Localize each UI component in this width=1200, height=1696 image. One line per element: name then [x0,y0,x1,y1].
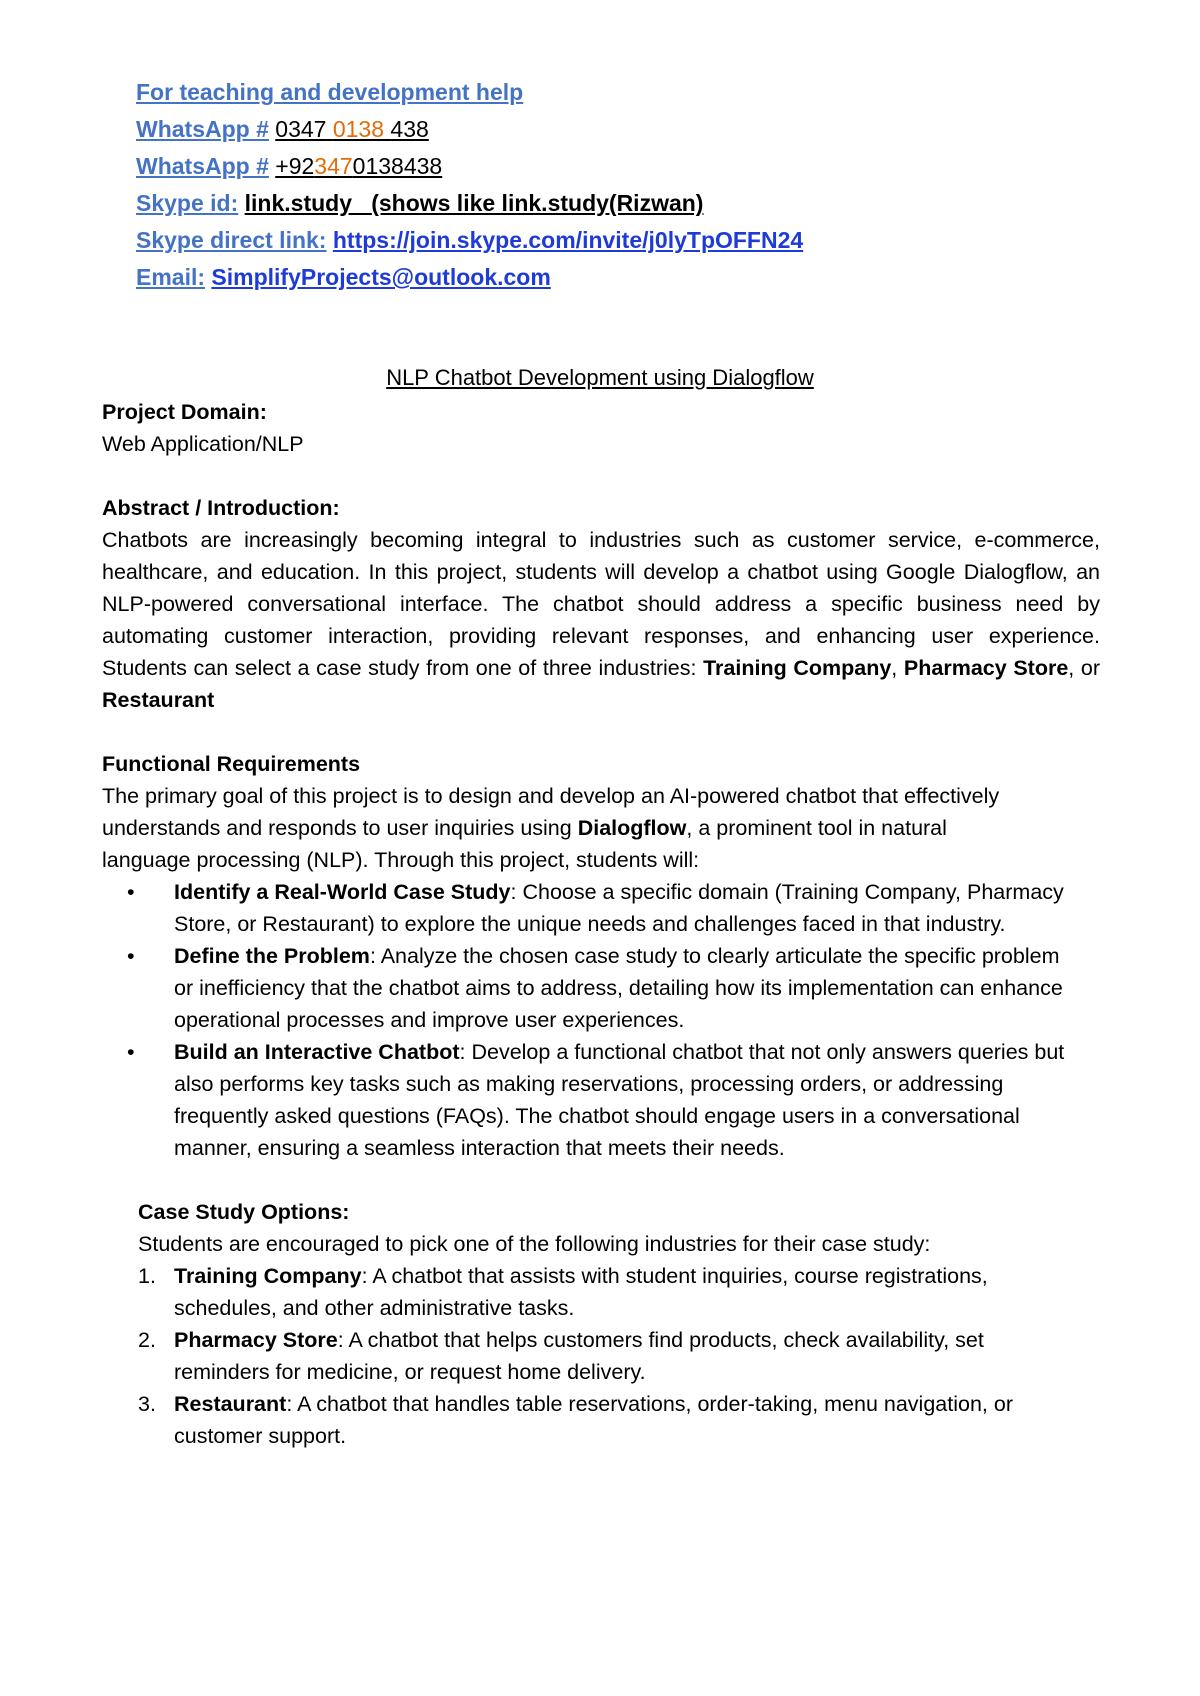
whatsapp-line-2 [136,148,803,185]
list-item: 3. Restaurant: A chatbot that handles table reservations, order-taking, menu navigation, or customer support. [138,1392,1013,1448]
skype-direct-label: Skype direct link: [136,227,327,253]
contact-block [136,74,803,296]
email-link[interactable]: SimplifyProjects@outlook.com [211,264,551,290]
list-item: • Define the Problem: Analyze the chosen case study to clearly articulate the specific problem or inefficiency that the chatbot aims to address, detailing how its implementation can enhance operational processes and improve user experiences. [102,940,1100,1036]
skype-label: Skype id: [136,190,239,216]
case-section [102,1196,1100,1452]
help-text: For teaching and development help [136,79,524,105]
functional-list [102,876,1100,1164]
whatsapp-number-2: +923470138438 [275,153,443,179]
whatsapp-label-2: WhatsApp # [136,153,269,179]
whatsapp-number-1: 0347 0138 438 [275,116,429,142]
email-line [136,259,803,296]
skype-direct-line [136,222,803,259]
functional-intro: The primary goal of this project is to design and develop an AI-powered chatbot that effectively understands and responds to user inquiries using Dialogflow, a prominent tool in natural language processing (NLP). Through this project, students will: [102,784,1000,872]
whatsapp-label-1: WhatsApp # [136,116,269,142]
list-item: • Build an Interactive Chatbot: Develop a functional chatbot that not only answers queries but also performs key tasks such as making reservations, processing orders, or addressing frequently asked questions (FAQs). The chatbot should engage users in a conversational manner, ensuring a seamless interaction that meets their needs. [102,1036,1100,1164]
abstract-paragraph: Chatbots are increasingly becoming integral to industries such as customer service, e-commerce, healthcare, and education. In this project, students will develop a chatbot using Google Dialogflow, an NLP-powered conversational interface. The chatbot should address a specific business need by automating customer interaction, providing relevant responses, and enhancing user experience. Students can select a case study from one of three industries: Training Company, Pharmacy Store, or Restaurant [102,528,1100,712]
abstract-heading: Abstract / Introduction: [102,496,340,520]
document-body [102,396,1100,1452]
case-heading: Case Study Options: [138,1200,350,1224]
domain-value: Web Application/NLP [102,432,304,456]
case-list [138,1260,1100,1452]
list-item: 1. Training Company: A chatbot that assists with student inquiries, course registrations, schedules, and other administrative tasks. [138,1264,988,1320]
list-item: 2. Pharmacy Store: A chatbot that helps customers find products, check availability, set reminders for medicine, or request home delivery. [138,1328,984,1384]
case-intro: Students are encouraged to pick one of the following industries for their case study: [138,1232,931,1256]
functional-heading: Functional Requirements [102,752,361,776]
skype-line [136,185,803,222]
whatsapp-line-1 [136,111,803,148]
list-item: • Identify a Real-World Case Study: Choose a specific domain (Training Company, Pharmacy Store, or Restaurant) to explore the unique needs and challenges faced in that industry. [102,876,1100,940]
document-title: NLP Chatbot Development using Dialogflow [386,365,814,390]
skype-direct-link[interactable]: https://join.skype.com/invite/j0lyTpOFFN24 [332,227,804,253]
help-line [136,74,803,111]
email-label: Email: [136,264,206,290]
domain-heading: Project Domain: [102,400,267,424]
skype-id: link.study (shows like link.study(Rizwan) [244,190,704,216]
